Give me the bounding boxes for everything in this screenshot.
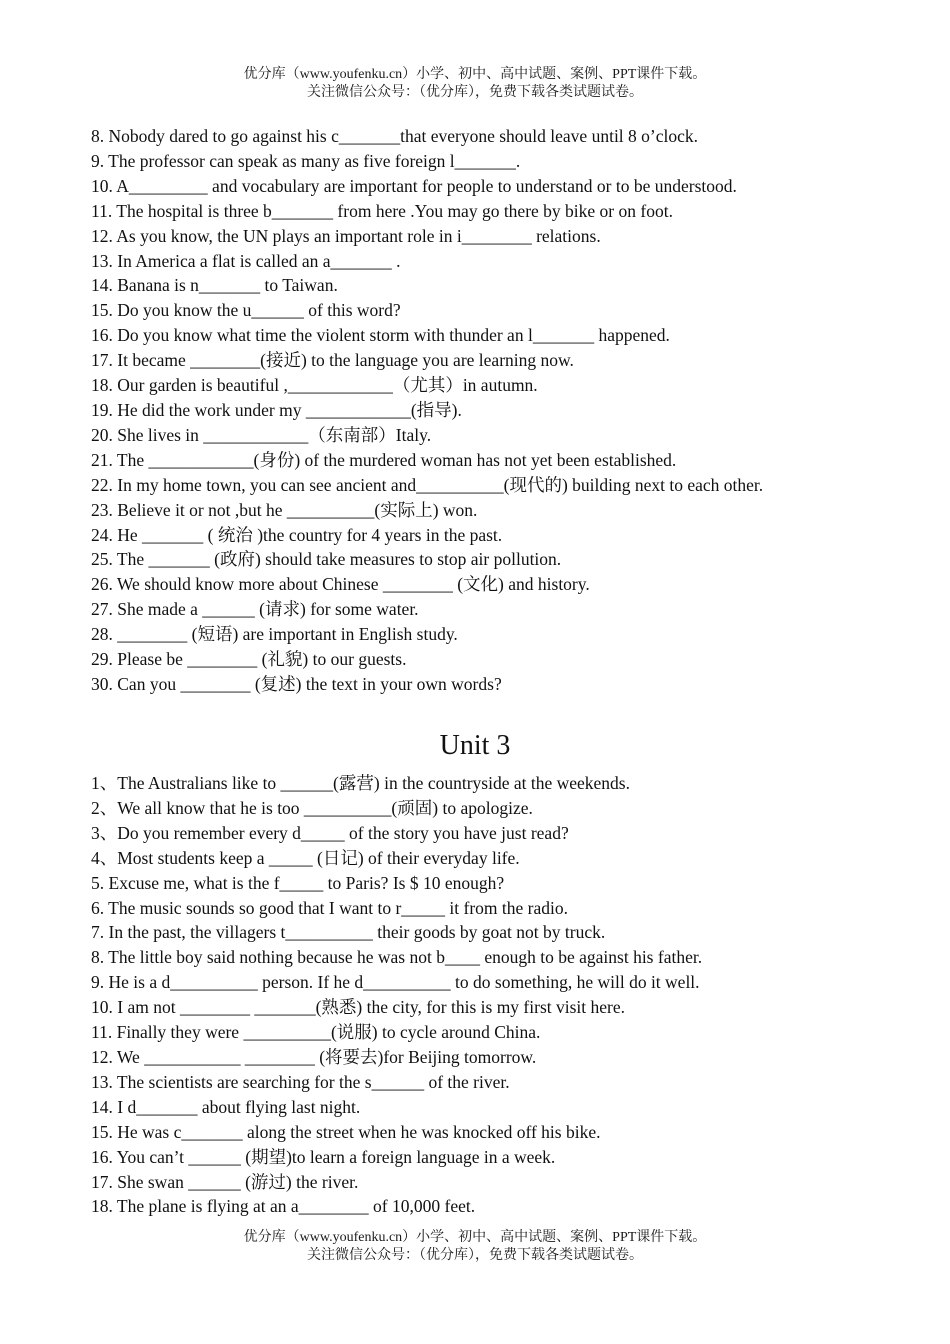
question-item: 16. You can’t ______ (期望)to learn a foreign language in a week. xyxy=(91,1146,556,1167)
question-item: 16. Do you know what time the violent storm with thunder an l_______ happened. xyxy=(91,325,670,346)
footer-line-2: 关注微信公众号：（优分库），免费下载各类试题试卷。 xyxy=(307,1248,643,1263)
exercise-list-unit-2 xyxy=(91,124,891,697)
header-line-2: 关注微信公众号：（优分库），免费下载各类试题试卷。 xyxy=(307,85,643,100)
question-item: 8. The little boy said nothing because he was not b____ enough to be against his father. xyxy=(91,947,703,968)
question-item: 12. As you know, the UN plays an important role in i________ relations. xyxy=(91,225,601,246)
question-item: 6. The music sounds so good that I want to r_____ it from the radio. xyxy=(91,897,568,918)
question-item: 25. The _______ (政府) should take measures to stop air pollution. xyxy=(91,549,562,570)
exercise-list-unit-3 xyxy=(91,771,891,1219)
question-item: 3、Do you remember every d_____ of the story you have just read? xyxy=(91,822,569,843)
question-item: 11. Finally they were __________(说服) to cycle around China. xyxy=(91,1022,541,1043)
question-item: 15. He was c_______ along the street when he was knocked off his bike. xyxy=(91,1121,601,1142)
question-item: 14. I d_______ about flying last night. xyxy=(91,1096,361,1117)
question-item: 21. The ____________(身份) of the murdered woman has not yet been established. xyxy=(91,449,677,470)
question-item: 13. In America a flat is called an a_______ . xyxy=(91,250,401,271)
section-heading-unit-3: Unit 3 xyxy=(439,730,511,761)
question-item: 9. He is a d__________ person. If he d__________ to do something, he will do it well. xyxy=(91,972,700,993)
question-item: 8. Nobody dared to go against his c_______that everyone should leave until 8 o’clock. xyxy=(91,126,699,146)
question-item: 27. She made a ______ (请求) for some water. xyxy=(91,599,419,620)
question-item: 23. Believe it or not ,but he __________(实际上) won. xyxy=(91,499,478,520)
question-item: 15. Do you know the u______ of this word? xyxy=(91,300,401,321)
question-item: 1、The Australians like to ______(露营) in the countryside at the weekends. xyxy=(91,773,630,793)
question-item: 17. She swan ______ (游过) the river. xyxy=(91,1171,359,1192)
question-item: 13. The scientists are searching for the s______ of the river. xyxy=(91,1071,510,1092)
question-item: 20. She lives in ____________（东南部）Italy. xyxy=(91,424,432,445)
question-item: 28. ________ (短语) are important in English study. xyxy=(91,624,458,645)
question-item: 18. The plane is flying at an a________ of 10,000 feet. xyxy=(91,1196,476,1217)
question-item: 22. In my home town, you can see ancient and__________(现代的) building next to each other. xyxy=(91,474,764,495)
question-item: 26. We should know more about Chinese ________ (文化) and history. xyxy=(91,574,590,595)
question-item: 30. Can you ________ (复述) the text in your own words? xyxy=(91,673,502,694)
question-item: 19. He did the work under my ____________(指导). xyxy=(91,399,462,420)
question-item: 2、We all know that he is too __________(顽固) to apologize. xyxy=(91,797,533,818)
question-item: 5. Excuse me, what is the f_____ to Paris? Is $ 10 enough? xyxy=(91,872,505,893)
question-item: 18. Our garden is beautiful ,____________（尤其）in autumn. xyxy=(91,375,538,396)
page-footer xyxy=(0,1229,950,1265)
question-item: 29. Please be ________ (礼貌) to our guests. xyxy=(91,649,407,670)
footer-line-1: 优分库（www.youfenku.cn）小学、初中、高中试题、案例、PPT课件下载。 xyxy=(243,1230,707,1245)
page-header xyxy=(0,66,950,102)
question-item: 14. Banana is n_______ to Taiwan. xyxy=(91,275,338,296)
question-item: 12. We ___________ ________ (将要去)for Beijing tomorrow. xyxy=(91,1046,537,1067)
question-item: 10. I am not ________ _______(熟悉) the city, for this is my first visit here. xyxy=(91,997,626,1018)
question-item: 10. A_________ and vocabulary are important for people to understand or to be understood. xyxy=(91,175,737,196)
question-item: 7. In the past, the villagers t__________ their goods by goat not by truck. xyxy=(91,922,606,943)
question-item: 9. The professor can speak as many as five foreign l_______. xyxy=(91,150,521,171)
header-line-1: 优分库（www.youfenku.cn）小学、初中、高中试题、案例、PPT课件下载。 xyxy=(243,67,707,82)
question-item: 24. He _______ ( 统治 )the country for 4 years in the past. xyxy=(91,524,503,545)
question-item: 17. It became ________(接近) to the language you are learning now. xyxy=(91,350,574,371)
question-item: 11. The hospital is three b_______ from here .You may go there by bike or on foot. xyxy=(91,200,673,221)
question-item: 4、Most students keep a _____ (日记) of their everyday life. xyxy=(91,847,520,868)
